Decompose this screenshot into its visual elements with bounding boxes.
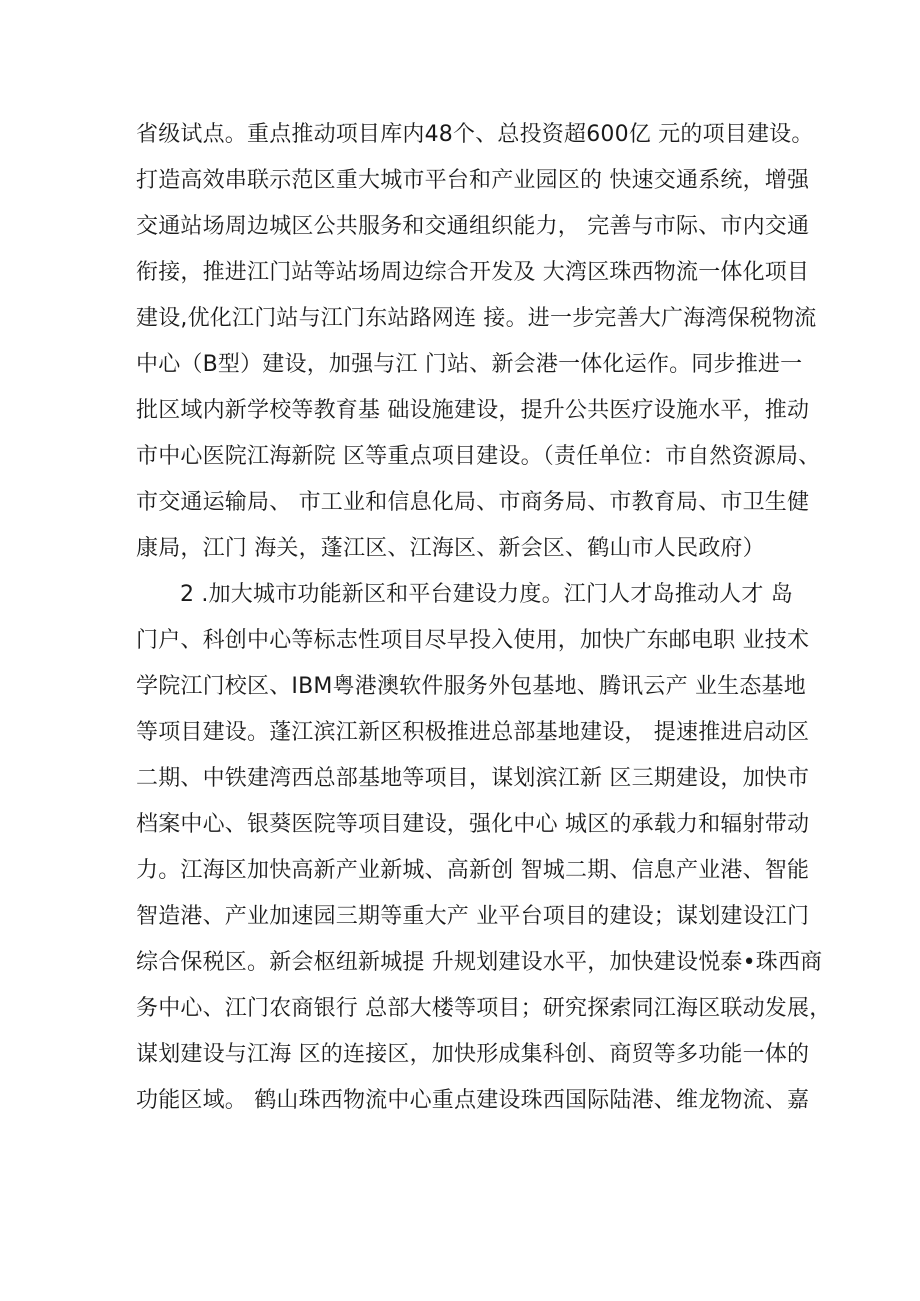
text-line: 务中心、江门农商银行 总部大楼等项目；研究探索同江海区联动发展， bbox=[136, 996, 832, 1021]
text-line: 建设,优化江门站与江门东站路网连 接。进一步完善大广海湾保税物流 bbox=[136, 306, 817, 331]
text-line: 交通站场周边城区公共服务和交通组织能力， 完善与市际、市内交通 bbox=[136, 214, 810, 239]
text-line: 档案中心、银葵医院等项目建设，强化中心 城区的承载力和辐射带动 bbox=[136, 812, 810, 837]
text-line: 市中心医院江海新院 区等重点项目建设。（责任单位：市自然资源局、 bbox=[136, 444, 821, 469]
text-line: 康局，江门 海关，蓬江区、江海区、新会区、鹤山市人民政府） bbox=[136, 536, 765, 561]
text-line: 谋划建设与江海 区的连接区，加快形成集科创、商贸等多功能一体的 bbox=[136, 1042, 810, 1067]
text-line: 力。江海区加快高新产业新城、高新创 智城二期、信息产业港、智能 bbox=[136, 858, 810, 883]
text-line: 中心（B型）建设，加强与江 门站、新会港一体化运作。同步推进一 bbox=[136, 352, 803, 377]
text-line: 等项目建设。蓬江滨江新区积极推进总部基地建设， 提速推进启动区 bbox=[136, 720, 810, 745]
section-heading-line: 2 .加大城市功能新区和平台建设力度。江门人才岛推动人才 岛 bbox=[180, 582, 793, 607]
text-line: 功能区域。 鹤山珠西物流中心重点建设珠西国际陆港、维龙物流、嘉 bbox=[136, 1088, 810, 1113]
text-line: 学院江门校区、IBM粤港澳软件服务外包基地、腾讯云产 业生态基地 bbox=[136, 674, 806, 699]
text-line: 智造港、产业加速园三期等重大产 业平台项目的建设；谋划建设江门 bbox=[136, 904, 810, 929]
text-line: 市交通运输局、 市工业和信息化局、市商务局、市教育局、市卫生健 bbox=[136, 490, 810, 515]
text-line: 门户、科创中心等标志性项目尽早投入使用，加快广东邮电职 业技术 bbox=[136, 628, 810, 653]
text-line: 批区域内新学校等教育基 础设施建设，提升公共医疗设施水平，推动 bbox=[136, 398, 810, 423]
text-line: 打造高效串联示范区重大城市平台和产业园区的 快速交通系统，增强 bbox=[136, 168, 810, 193]
text-line: 衔接，推进江门站等站场周边综合开发及 大湾区珠西物流一体化项目 bbox=[136, 260, 810, 285]
text-line: 省级试点。重点推动项目库内48个、总投资超600亿 元的项目建设。 bbox=[136, 122, 814, 147]
document-body bbox=[136, 112, 832, 1124]
text-line: 综合保税区。新会枢纽新城提 升规划建设水平，加快建设悦泰•珠西商 bbox=[136, 950, 823, 975]
text-line: 二期、中铁建湾西总部基地等项目，谋划滨江新 区三期建设，加快市 bbox=[136, 766, 810, 791]
